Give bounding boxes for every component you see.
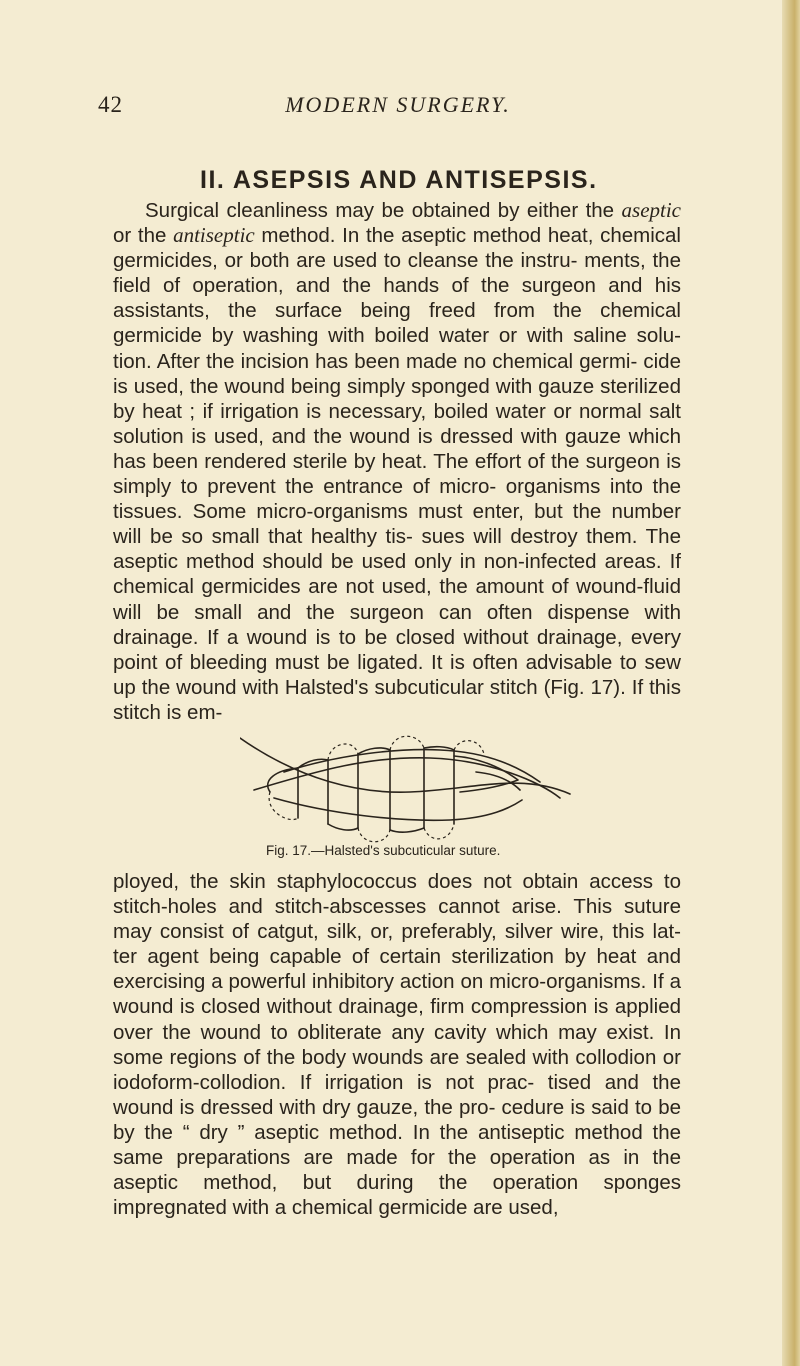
paragraph-1-mid: or the: [113, 224, 174, 248]
page-edge: [782, 0, 800, 1366]
page-number: 42: [98, 92, 123, 117]
needle-track-bottom-3: [424, 824, 454, 839]
page-header: [98, 92, 698, 132]
wound-edge-upper: [240, 738, 570, 794]
needle-track-top-2: [390, 736, 424, 750]
term-aseptic: aseptic: [621, 198, 681, 222]
section-title: II. ASEPSIS AND ANTISEPSIS.: [200, 166, 598, 194]
suture-bottom-stitches: [328, 824, 424, 832]
skin-line-bottom: [274, 798, 522, 820]
suture-loop-left: [268, 768, 298, 792]
needle-track-bottom-1: [269, 792, 298, 820]
paragraph-1-rest: method. In the aseptic method heat, chemical germicides, or both are used to cleanse the instru- ments, the field of operation, and the hands of the surgeon and his assistants, the surface being freed from the chemical germicide by washing with boiled water or with saline solu- tion. After the incision has been made no chemical germi- cide is used, the wound being simply sponged with gauze sterilized by heat ; if irrigation is necessary, boiled water or normal salt solution is used, and the wound is dressed with gauze which has been rendered sterile by heat. The effort of the surgeon is simply to prevent the entrance of micro- organisms into the tissues. Some micro-organisms must enter, but the number will be so small that healthy tis- sues will destroy them. The aseptic method should be used only in non-infected areas. If chemical germicides are not used, the amount of wound-fluid will be small and the surgeon can often dispense with drainage. If a wound is to be closed without drainage, every point of bleeding must be ligated. It is often advisable to sew up the wound with Halsted's subcuticular stitch (Fig. 17). If this stitch is em-: [113, 224, 681, 724]
figure-caption: Fig. 17.—Halsted's subcuticular suture.: [266, 843, 501, 858]
paragraph-2: ployed, the skin staphylococcus does not obtain access to stitch-holes and stitch-abscesses cannot arise. This suture may consist of catgut, silk, or, preferably, silver wire, this lat- ter agent being capable of certain sterilization by heat and exercising a powerful inhibitory action on micro-organisms. If a wound is closed without drainage, firm compression is applied over the wound to obliterate any cavity which may exist. In some regions of the body wounds are sealed with collodion or iodoform-collodion. If irrigation is not prac- tised and the wound is dressed with dry gauze, the pro- cedure is said to be by the “ dry ” aseptic method. In the antiseptic method the same preparations are made for the operation as in the aseptic method, but during the operation sponges impregnated with a chemical germicide are used,: [113, 870, 681, 1220]
paragraph-1-start: Surgical cleanliness may be obtained by either the: [145, 199, 622, 222]
paragraph-1: [113, 198, 681, 725]
figure-17-suture-illustration: [240, 732, 580, 848]
suture-diagram: [240, 732, 580, 848]
term-antiseptic: antiseptic: [173, 223, 255, 248]
needle-track-bottom-2: [358, 828, 390, 842]
running-head: MODERN SURGERY.: [285, 92, 511, 117]
